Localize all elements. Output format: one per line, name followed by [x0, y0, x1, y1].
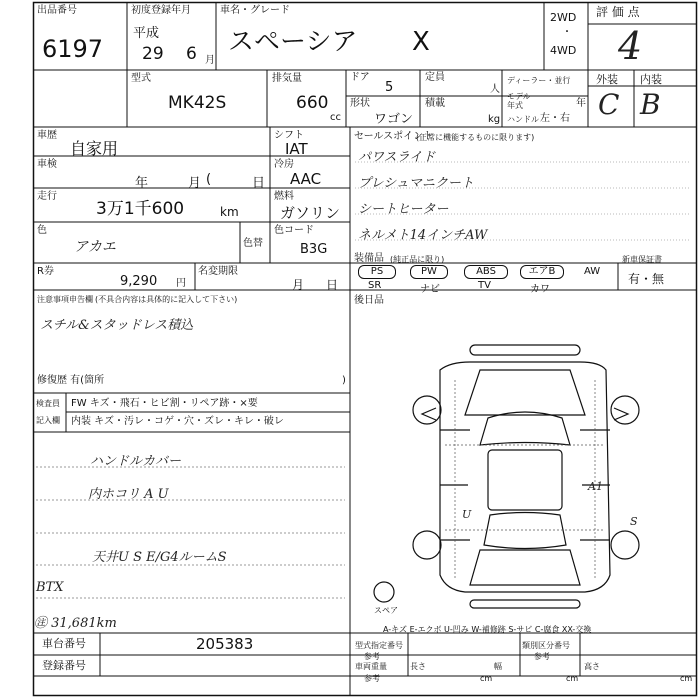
score-label: 評 価 点: [596, 5, 640, 19]
inspector-label-2: 記入欄: [36, 416, 60, 425]
repair-close-paren: ): [342, 375, 346, 386]
mark-a1: A1: [588, 480, 603, 493]
deadline-month: 月: [292, 278, 305, 292]
car-name-label: 車名・グレード: [220, 5, 290, 16]
fuel-label: 燃料: [274, 191, 294, 202]
deadline-label: 名変期限: [198, 266, 238, 277]
shift: IAT: [285, 140, 308, 158]
sales-note: (正常に機能するものに限ります): [416, 133, 535, 142]
chassis-number: 205383: [196, 635, 254, 653]
interior-grade: B: [640, 88, 661, 121]
handle-options: 左・右: [540, 113, 570, 124]
mileage-unit: km: [220, 205, 239, 219]
displacement-label: 排気量: [272, 73, 302, 84]
displacement: 660: [296, 93, 329, 113]
handwritten-note-1: ハンドルカバー: [90, 454, 182, 469]
mileage-label: 走行: [37, 191, 57, 202]
handwritten-note-3: 天井U S E/G4ルームS: [92, 550, 227, 565]
length-label: 長さ: [410, 662, 426, 671]
load-label: 積載: [425, 98, 445, 109]
drive-2wd: 2WD: [550, 11, 577, 24]
capacity-label: 定員: [425, 72, 445, 83]
equip-aw: AW: [584, 266, 601, 277]
history: 自家用: [70, 139, 119, 158]
caution-label: 注意事項申告欄: [37, 295, 93, 304]
registration-label: 登録番号: [42, 659, 86, 672]
repair-label: 修復歴 有(箇所: [37, 375, 105, 386]
inspection-label: 車検: [37, 159, 57, 170]
lot-number: 6197: [42, 35, 104, 63]
chassis-label: 車台番号: [42, 637, 86, 650]
category-ref: 参考: [534, 652, 550, 661]
model: MK42S: [168, 93, 227, 113]
mark-s: S: [630, 515, 638, 528]
height-unit: cm: [680, 674, 693, 683]
later-label: 後日品: [354, 295, 384, 306]
ac: AAC: [290, 170, 322, 188]
equipment-note: (純正品に限り): [390, 255, 445, 264]
reg-month: 6: [186, 44, 197, 64]
car-name: スペーシア: [228, 27, 358, 57]
type-ref: 参考: [364, 652, 380, 661]
color-code-label: 色コード: [274, 225, 314, 236]
interior-label: 内装: [640, 73, 662, 86]
shape: ワゴン: [374, 112, 414, 127]
year-unit: 年: [576, 98, 586, 109]
drive-4wd: 4WD: [550, 44, 577, 57]
deadline-day: 日: [326, 278, 339, 292]
inspection-day: 日: [252, 176, 266, 191]
exterior-grade: C: [598, 88, 620, 121]
displacement-unit: cc: [330, 112, 341, 123]
handwritten-note-4: BTX: [36, 580, 64, 595]
inspector-row-1: FW キズ・飛石・ヒビ割・リペア跡・×要: [71, 398, 258, 409]
equip-pw: PW: [410, 265, 448, 279]
fuel: ガソリン: [280, 204, 341, 222]
weight-ref: 参考: [364, 674, 380, 683]
inspection-paren: (: [206, 172, 212, 187]
grade: X: [412, 27, 430, 57]
color-code: B3G: [300, 242, 328, 257]
recycle-amount: 9,290: [120, 274, 158, 289]
mark-u: U: [462, 508, 472, 521]
equip-sr: SR: [368, 280, 382, 291]
type-designation-label: 型式指定番号: [355, 641, 403, 650]
equip-leather: カワ: [530, 284, 550, 295]
equip-tv: TV: [478, 280, 491, 291]
doors-label: ドア: [350, 72, 370, 83]
ac-label: 冷房: [274, 159, 294, 170]
category-label: 類別区分番号: [522, 641, 570, 650]
shift-label: シフト: [274, 130, 304, 141]
height-label: 高さ: [584, 662, 600, 671]
equipment-label: 装備品: [354, 253, 384, 264]
equip-abs: ABS: [464, 265, 508, 279]
dealer-label: ディーラー・並行: [507, 76, 571, 85]
color-label: 色: [37, 225, 47, 236]
inspector-label-1: 検査員: [36, 399, 60, 408]
warranty-options: 有・無: [628, 272, 665, 286]
inspection-year: 年: [135, 176, 149, 191]
load-unit: kg: [488, 114, 501, 125]
handwritten-note-2: 内ホコリ A U: [88, 487, 169, 502]
lot-number-label: 出品番号: [37, 5, 77, 16]
sales-point-3: シートヒーター: [358, 202, 449, 217]
reg-year: 29: [142, 44, 164, 64]
shape-label: 形状: [350, 98, 370, 109]
equip-navi: ナビ: [420, 284, 440, 295]
equip-airbag: エアB: [520, 265, 564, 279]
damage-legend: A-キズ E-エクボ U-凹み W-補修跡 S-サビ C-腐食 XX-交換: [383, 625, 592, 634]
model-year-label: モデル 年式: [507, 92, 531, 110]
recycle-label: R券: [37, 266, 54, 277]
handle-label: ハンドル: [507, 115, 539, 124]
score: 4: [618, 24, 643, 68]
inspector-row-2: 内装 キズ・汚レ・コゲ・穴・ズレ・キレ・破レ: [71, 416, 284, 427]
model-label: 型式: [131, 73, 151, 84]
caution-note: (不具合内容は具体的に記入して下さい): [95, 295, 238, 304]
handwritten-note-5: ㊟ 31,681km: [34, 616, 117, 631]
weight-label: 車両重量: [355, 662, 387, 671]
history-label: 車歴: [37, 130, 57, 141]
doors: 5: [385, 80, 394, 95]
length-unit: cm: [480, 674, 493, 683]
caution-text: スチル&スタッドレス積込: [40, 318, 194, 333]
exterior-label: 外装: [596, 73, 618, 86]
drive-dot: ・: [562, 27, 572, 38]
width-unit: cm: [566, 674, 579, 683]
color-change-label: 色替: [243, 238, 263, 249]
sales-label: セールスポイント: [354, 131, 434, 142]
capacity-unit: 人: [490, 84, 500, 95]
sales-point-4: ネルメト14インチAW: [358, 228, 488, 243]
inspection-month: 月: [188, 176, 202, 191]
first-reg-label: 初度登録年月: [131, 5, 191, 16]
width-label: 幅: [494, 662, 502, 671]
sales-point-2: プレシュマニクート: [358, 176, 474, 191]
era: 平成: [133, 26, 160, 41]
sales-point-1: パワスライド: [358, 150, 436, 165]
mileage: 3万1千600: [96, 199, 185, 219]
month-unit: 月: [205, 55, 215, 66]
warranty-label: 新車保証書: [622, 255, 662, 264]
color: アカエ: [74, 239, 116, 255]
recycle-unit: 円: [176, 278, 186, 289]
spare-label: スペア: [374, 606, 398, 615]
equip-ps: PS: [358, 265, 396, 279]
